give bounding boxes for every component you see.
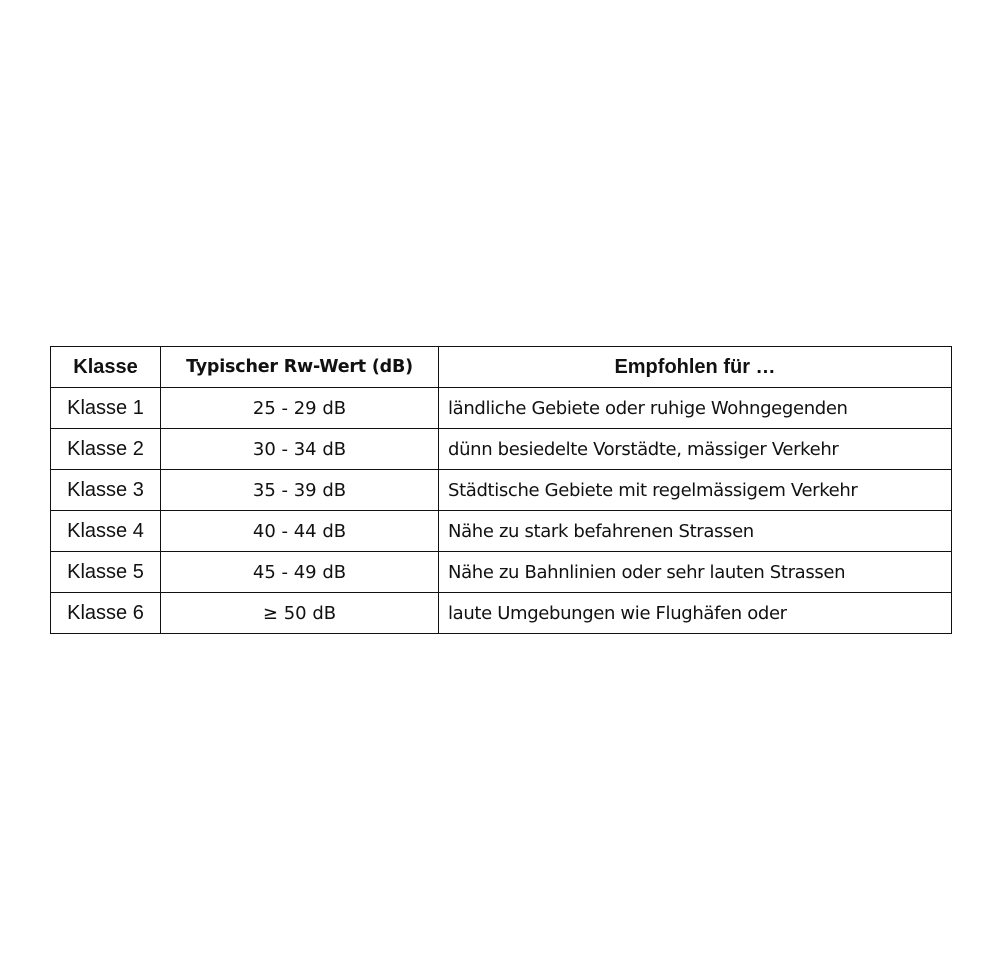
table-row bbox=[51, 388, 952, 429]
cell-rw-wert: 35 - 39 dB bbox=[161, 470, 439, 511]
table-row bbox=[51, 593, 952, 634]
table-row bbox=[51, 429, 952, 470]
cell-klasse: Klasse 6 bbox=[51, 593, 161, 634]
cell-klasse: Klasse 1 bbox=[51, 388, 161, 429]
cell-empfohlen: laute Umgebungen wie Flughäfen oder bbox=[439, 593, 952, 634]
cell-empfohlen: ländliche Gebiete oder ruhige Wohngegenden bbox=[439, 388, 952, 429]
cell-klasse: Klasse 4 bbox=[51, 511, 161, 552]
noise-class-table bbox=[50, 346, 952, 634]
cell-rw-wert: 45 - 49 dB bbox=[161, 552, 439, 593]
cell-empfohlen: Nähe zu Bahnlinien oder sehr lauten Strassen bbox=[439, 552, 952, 593]
table-row bbox=[51, 470, 952, 511]
header-empfohlen: Empfohlen für … bbox=[439, 347, 952, 388]
cell-rw-wert: 30 - 34 dB bbox=[161, 429, 439, 470]
header-klasse: Klasse bbox=[51, 347, 161, 388]
header-row bbox=[51, 347, 952, 388]
cell-empfohlen: dünn besiedelte Vorstädte, mässiger Verkehr bbox=[439, 429, 952, 470]
cell-rw-wert: 40 - 44 dB bbox=[161, 511, 439, 552]
cell-rw-wert: 25 - 29 dB bbox=[161, 388, 439, 429]
cell-rw-wert: ≥ 50 dB bbox=[161, 593, 439, 634]
cell-empfohlen: Städtische Gebiete mit regelmässigem Verkehr bbox=[439, 470, 952, 511]
table-container bbox=[50, 346, 952, 634]
cell-empfohlen: Nähe zu stark befahrenen Strassen bbox=[439, 511, 952, 552]
cell-klasse: Klasse 3 bbox=[51, 470, 161, 511]
table-row bbox=[51, 511, 952, 552]
table-row bbox=[51, 552, 952, 593]
cell-klasse: Klasse 2 bbox=[51, 429, 161, 470]
cell-klasse: Klasse 5 bbox=[51, 552, 161, 593]
header-rw-wert: Typischer Rw-Wert (dB) bbox=[161, 347, 439, 388]
